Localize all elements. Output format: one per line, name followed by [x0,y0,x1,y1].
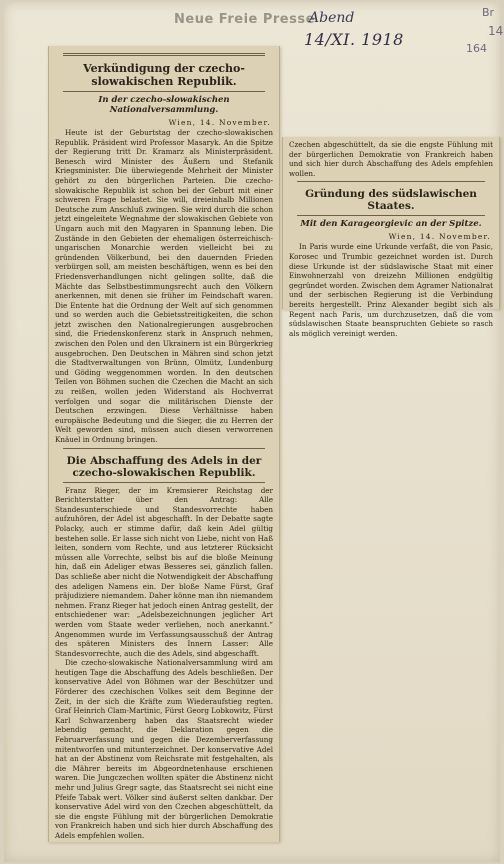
section-body [55,486,273,841]
continuation-text [289,140,493,178]
clipping-left [48,46,280,842]
section-title-rule [63,482,265,483]
newspaper-stamp: Neue Freie Presse [174,12,315,27]
article-dateline: Wien, 14. November. [388,232,491,242]
article-dateline: Wien, 14. November. [168,118,271,127]
title-rule [297,215,485,216]
article-title: Gründung des südslawischen Staates. [305,188,477,213]
section-title: Die Abschaffung des Adels in der czecho-slowakischen Republik. [66,454,262,479]
page-number: 164 [466,42,487,55]
section-rule [63,448,265,449]
corner-number: 14 [488,24,504,38]
paragraph: Heute ist der Geburtstag der czecho-slowakischen Republik. Präsident wird Professor Masaryk. An die Spitze der Regierung tritt Dr. Kramarz als Ministerpräsident. Benesch wird Minister des Äußern und Stefanik Kriegsminister. Die überwiegende Mehrheit der Minister gehört zu den bürgerlichen Parteien. Die czecho-slowakische Republik ist schon bei der Geburt mit einer schweren Frage belastet. Sie will, dreieinhalb Millionen Deutsche zum Anschluß zwingen. Sie wird durch die schon jetzt eingeleitete Wegnahme der slowakischen Gebiete von Ungarn auch mit den Magyaren in Spannung leben. Die Zustände in den Gebieten der ehemaligen österreichisch-ungarischen Monarchie werden vielleicht bei zu gründenden Völkerbund, bei den dauernden Frieden verbürgen soll, am meisten beschäftigen, wenn es bei den Friedensverhandlungen nicht gelingen sollte, daß die Mächte das Selbstbestimmungsrecht auch den Völkern anerkennen, mit denen sie früher im Feindschaft waren. Die Entente hat die Ordnung der Welt auf sich genommen und so werden auch die Gebietsstreitigkeiten, die schon jetzt zwischen den Nationalregierungen ausgebrochen sind, die Friedenskonferenz stark in Anspruch nehmen, zwischen den Polen und den Ukrainern ist ein Bürgerkrieg ausgebrochen. Den Deutschen in Mähren sind schon jetzt die Stadtverwaltungen von Brünn, Olmütz, Lundenburg und Göding weggenommen worden. In den deutschen Teilen von Böhmen suchen die Czechen die Macht an sich zu reißen, wollen jeden Widerstand als Hochverrat verfolgen und sogar die militärischen Dienste der Deutschen erzwingen. Diese Verhältnisse haben europäische Bedeutung und die Sieger, die zu Herren der Welt geworden sind, müssen auch diesen verworrenen Knäuel in Ordnung bringen. [55,128,273,444]
archive-sheet [4,2,504,862]
title-rule [63,91,265,92]
corner-mark: Br [482,6,495,19]
clipping-right [282,137,500,338]
article-subtitle: Mit den Karageorgievic an der Spitze. [300,219,482,230]
handwritten-edition: Abend [309,10,355,26]
article-body [289,242,493,338]
article-subtitle: In der czecho-slowakischen Nationalversammlung. [98,95,230,115]
top-rule [63,53,265,56]
section-rule [297,181,485,182]
article-body [55,128,273,445]
paragraph: Die czecho-slowakische Nationalversammlung wird am heutigen Tage die Abschaffung des Adels beschließen. Der konservative Adel von Böhmen war der Beschützer und Förderer des czechischen Volkes seit dem Beginne der Zeit, in der sich die Kräfte zum Wiederaufstieg regten. Graf Heinrich Clam-Martinic, Fürst Georg Lobkowitz, Fürst Karl Schwarzenberg haben das Staatsrecht wieder lebendig gemacht, die Deklaration gegen die Februarverfassung und gegen die Dezemberverfassung mitentworfen und mitunterzeichnet. Der konservative Adel hat an der Abstinenz vom Reichsrate mit festgehalten, als die Mährer bereits im Abgeordnetenhause erschienen waren. Die Jungczechen wollten später die Abstinenz nicht mehr und Julius Gregr sagte, das Staatsrecht sei nicht eine Pfeife Tabak wert. Völker sind äußerst selten dankbar. Der konservative Adel wird von den Czechen abgeschüttelt, da sie die engste Fühlung mit der bürgerlichen Demokratie von Frankreich haben und sich hier durch Abschaffung des Adels empfehlen wollen. [55,658,273,840]
paragraph: Franz Rieger, der im Kremsierer Reichstag der Berichterstatter über den Antrag: Alle Standesunterschiede und Standesvorrechte haben aufzuhören, der Adel ist abgeschafft. In der Debatte sagte Polacky, auch er stimme dafür, daß kein Adel gültig bestehen solle. Er lasse sich nicht von Liebe, nicht von Haß leiten, sondern vom Rechte, und aus letzterer Rücksicht müssen alle Vorrechte, selbst bis auf die bloße Meinung hin, daß ein Adeliger etwas Besseres sei, gänzlich fallen. Das schließe aber nicht die Notwendigkeit der Abschaffung des adeligen Namens ein. Der bloße Name Fürst, Graf präjudiziere niemandem. Daher könne man ihn niemandem nehmen. Franz Rieger hat jedoch einen Antrag gestellt, der entschiedener war: „Adelsbezeichnungen jeglicher Art werden vom Staate weder verliehen, noch anerkannt.“ Angenommen wurde im Verfassungsausschuß der Antrag des späteren Ministers des Innern Lasser: Alle Standesvorrechte, auch die des Adels, sind abgeschafft. [55,485,273,658]
article-title: Verkündigung der czecho-slowakischen Republik. [83,62,245,88]
paragraph: Czechen abgeschüttelt, da sie die engste Fühlung mit der bürgerlichen Demokratie von Frankreich haben und sich hier durch Abschaffung des Adels empfehlen wollen. [289,140,493,178]
paragraph: In Paris wurde eine Urkunde verfaßt, die von Pasic, Korosec und Trumbic gezeichnet worden ist. Durch diese Urkunde ist der südslawische Staat mit einer Einwohnerzahl von dreizehn Millionen endgültig gegründet worden. Zwischen dem Agramer Nationalrat und der serbischen Regierung ist die Verbindung bereits hergestellt. Prinz Alexander begibt sich als Regent nach Paris, um durchzusetzen, daß die vom südslawischen Staate beanspruchten Gebiete so rasch als möglich vereinigt werden. [289,242,493,338]
handwritten-date: 14/XI. 1918 [304,30,404,49]
